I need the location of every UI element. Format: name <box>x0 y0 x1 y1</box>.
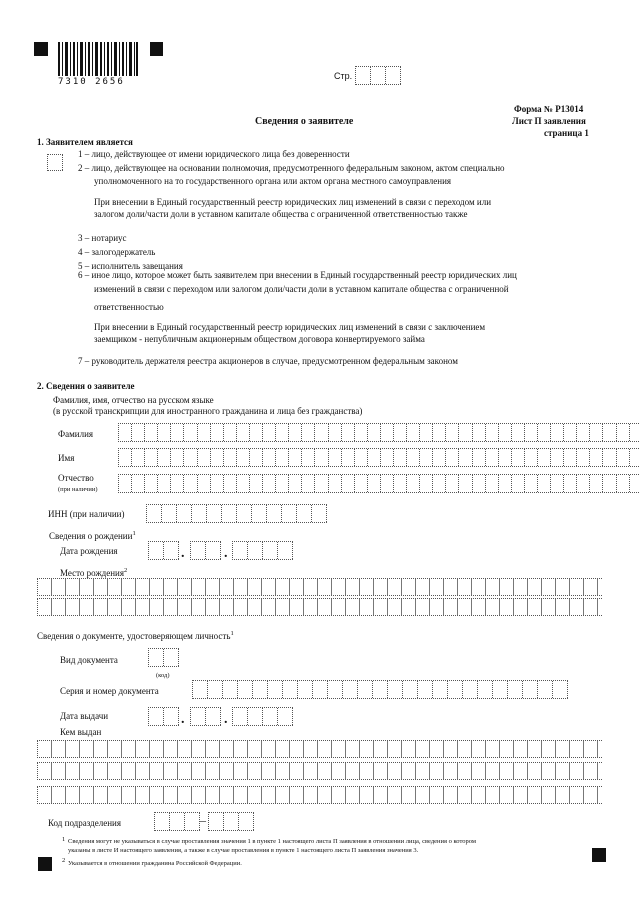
patronymic-note: (при наличии) <box>58 486 98 493</box>
corner-marker-bottom-left <box>38 857 52 871</box>
issued-by-row-1[interactable] <box>37 740 602 758</box>
surname-input[interactable] <box>118 423 640 442</box>
birth-place-row-1[interactable] <box>37 578 602 596</box>
issued-by-row-2[interactable] <box>37 762 602 780</box>
page-number-cells[interactable] <box>355 66 401 85</box>
doc-type-code-note: (код) <box>156 672 170 679</box>
footnote-1-number: 1 <box>62 836 66 843</box>
birth-year-input[interactable] <box>232 541 293 560</box>
name-label: Имя <box>58 453 75 463</box>
footnote-1-line-1: Сведения могут не указываться в случае проставления значения 1 в пункте 1 настоящего листа П заявления в отношении лица, сведения о котором <box>68 838 476 845</box>
division-code-dash: – <box>200 813 206 827</box>
option-5: 5 – исполнитель завещания <box>78 261 183 271</box>
id-doc-label <box>37 630 234 642</box>
patronymic-input[interactable] <box>118 474 640 493</box>
barcode-number: 7310 2656 <box>58 77 125 87</box>
division-code-label: Код подразделения <box>48 818 121 828</box>
fio-heading: Фамилия, имя, отчество на русском языке <box>53 395 214 405</box>
fio-note: (в русской транскрипции для иностранного гражданина и лица без гражданства) <box>53 406 363 416</box>
doc-type-label: Вид документа <box>60 655 118 665</box>
option-6-cont1: изменений в связи с переходом или залогом доли/части доли в уставном капитале общества с ограниченной <box>94 284 509 294</box>
birth-place-footnote-ref: 2 <box>124 567 128 574</box>
date-separator: . <box>224 546 228 561</box>
page-label: Стр. <box>334 71 353 81</box>
issue-day-input[interactable] <box>148 707 179 726</box>
birth-place-text: Место рождения <box>60 568 125 578</box>
birth-month-input[interactable] <box>190 541 221 560</box>
option-7: 7 – руководитель держателя реестра акционеров в случае, предусмотренном федеральным законом <box>78 356 458 366</box>
issued-by-row-3[interactable] <box>37 786 602 804</box>
birth-day-input[interactable] <box>148 541 179 560</box>
surname-label: Фамилия <box>58 429 94 439</box>
option-6: 6 – иное лицо, которое может быть заявителем при внесении в Единый государственный реестр юридических лиц <box>78 270 517 280</box>
issue-month-input[interactable] <box>190 707 221 726</box>
birth-place-row-2[interactable] <box>37 598 602 616</box>
birth-info-label <box>49 530 136 542</box>
id-doc-text: Сведения о документе, удостоверяющем личность <box>37 631 231 641</box>
corner-marker-bottom-right <box>592 848 606 862</box>
option-4: 4 – залогодержатель <box>78 247 156 257</box>
option-6-cont2: ответственностью <box>94 302 164 312</box>
option-3: 3 – нотариус <box>78 233 127 243</box>
option-2: 2 – лицо, действующее на основании полномочия, предусмотренного федеральным законом, актом специально <box>78 163 505 173</box>
page-title: Сведения о заявителе <box>255 116 354 127</box>
footnote-2: Указывается в отношении гражданина Российской Федерации. <box>68 860 242 867</box>
option-1: 1 – лицо, действующее от имени юридического лица без доверенности <box>78 149 350 159</box>
division-code-part1[interactable] <box>154 812 200 831</box>
issue-year-input[interactable] <box>232 707 293 726</box>
issue-date-label: Дата выдачи <box>60 711 109 721</box>
footnote-2-number: 2 <box>62 857 66 864</box>
option-2-cont: уполномоченного на то государственного органа или актом органа местного самоуправления <box>94 176 452 186</box>
date-separator: . <box>181 712 185 727</box>
inn-input[interactable] <box>146 504 327 523</box>
form-number: Форма № Р13014 <box>514 104 584 114</box>
series-number-label: Серия и номер документа <box>60 686 159 696</box>
option-2-note2: залогом доли/части доли в уставном капитале общества с ограниченной ответственностью также <box>94 209 468 219</box>
date-separator: . <box>181 546 185 561</box>
inn-label: ИНН (при наличии) <box>48 509 125 519</box>
footnote-1-line-2: указаны в листе И настоящего заявления, а также в случае проставления в пункте 1 настоящего листа П заявления значения 3. <box>68 847 419 854</box>
id-doc-footnote-ref: 1 <box>230 630 234 637</box>
sheet-label: Лист П заявления <box>512 116 586 126</box>
birth-date-label: Дата рождения <box>60 546 118 556</box>
option-2-note1: При внесении в Единый государственный реестр юридических лиц изменений в связи с переходом или <box>94 197 492 207</box>
option-6-note2: заемщиком - непубличным акционерным обществом договора конвертируемого займа <box>94 334 425 344</box>
name-input[interactable] <box>118 448 640 467</box>
division-code-part2[interactable] <box>208 812 254 831</box>
patronymic-label: Отчество <box>58 473 94 483</box>
applicant-type-cell[interactable] <box>47 154 63 171</box>
issued-by-label: Кем выдан <box>60 727 102 737</box>
doc-type-input[interactable] <box>148 648 179 667</box>
series-number-input[interactable] <box>192 680 568 699</box>
section1-title: 1. Заявителем является <box>37 137 133 147</box>
date-separator: . <box>224 712 228 727</box>
barcode-image <box>58 42 138 76</box>
birth-info-footnote-ref: 1 <box>132 530 136 537</box>
birth-info-text: Сведения о рождении <box>49 531 133 541</box>
section2-title: 2. Сведения о заявителе <box>37 381 135 391</box>
corner-marker-top-right <box>150 42 163 56</box>
corner-marker-top-left <box>34 42 48 56</box>
sheet-page: страница 1 <box>544 128 589 138</box>
option-6-note1: При внесении в Единый государственный реестр юридических лиц изменений в связи с заключением <box>94 322 486 332</box>
